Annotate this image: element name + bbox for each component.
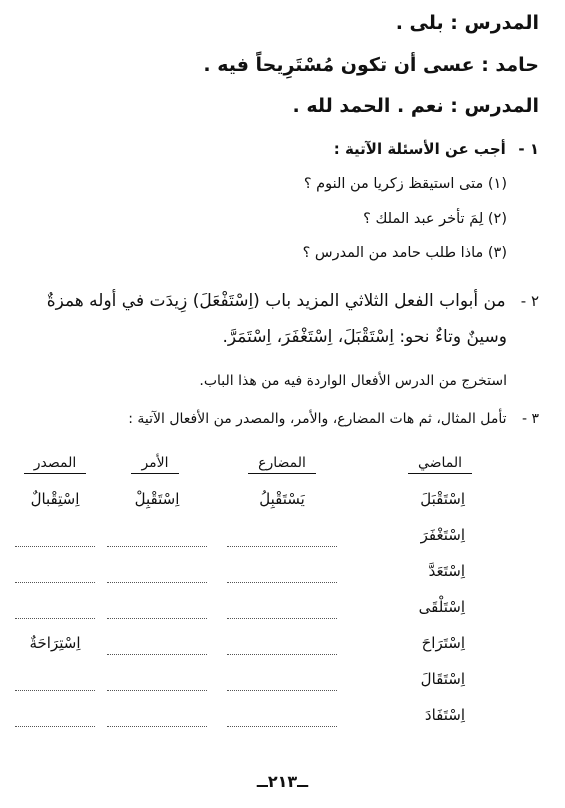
verb-cell-mudari: يَسْتَقْبِلُ [259,490,305,508]
question-number: ١ - [518,140,539,158]
question-title: تأمل المثال، ثم هات المضارع، والأمر، والمصدر من الأفعال الآتية : [128,411,507,427]
sub-question-1: (١) متى استيقظ زكريا من النوم ؟ [303,176,507,192]
blank-answer-mudari[interactable] [227,562,337,583]
verb-cell-amr: اِسْتَقْبِلْ [134,490,180,508]
question-2-instruction: استخرج من الدرس الأفعال الواردة فيه من هذا الباب. [199,373,507,389]
page-number: ــ٢١٣ــ [256,772,309,791]
blank-answer-amr[interactable] [107,598,207,619]
dialog-speaker: حامد : [481,54,539,76]
dialog-speaker: المدرس : [450,12,539,34]
blank-answer-mudari[interactable] [227,526,337,547]
blank-answer-mudari[interactable] [227,598,337,619]
question-number: ٣ - [521,411,539,427]
header-masdar: المصدر [15,455,95,471]
blank-answer-amr[interactable] [107,526,207,547]
dialog-text: بلى . [395,12,444,34]
sub-question-3: (٣) ماذا طلب حامد من المدرس ؟ [302,245,507,261]
question-3-heading [20,410,539,428]
dialog-line-3 [20,95,539,118]
blank-answer-mudari[interactable] [227,706,337,727]
verb-cell-masdar: اِسْتِقْبالٌ [30,490,80,508]
blank-answer-mudari[interactable] [227,670,337,691]
blank-answer-masdar[interactable] [15,670,95,691]
blank-answer-masdar[interactable] [15,598,95,619]
header-amr: الأمر [105,455,205,471]
dialog-speaker: المدرس : [450,95,539,117]
question-2-heading [20,287,539,317]
dialog-line-2 [20,54,539,77]
verb-cell-madi: اِسْتَعَدَّ [428,562,465,580]
dialog-text: عسى أن تكون مُسْتَرِيحاً فيه . [203,54,475,76]
blank-answer-masdar[interactable] [15,562,95,583]
question-number: ٢ - [520,292,539,310]
verb-cell-madi: اِسْتَلْقَى [418,598,465,616]
question-text-line-1: من أبواب الفعل الثلاثي المزيد باب (اِسْتَفْعَلَ) زِيدَت في أوله همزةٌ [46,291,506,311]
blank-answer-masdar[interactable] [15,526,95,547]
header-mudari: المضارع [227,455,337,471]
dialog-line-1 [20,12,539,35]
verb-cell-madi: اِسْتَقْبَلَ [420,490,465,508]
question-title: أجب عن الأسئلة الآتية : [333,140,506,158]
blank-answer-mudari[interactable] [227,634,337,655]
verb-cell-madi: اِسْتَغْفَرَ [420,526,465,544]
verb-cell-madi: اِسْتَرَاحَ [421,634,465,652]
question-text-line-2: وسينٌ وتاءٌ نحو: اِسْتَقْبَلَ، اِسْتَغْفَرَ، اِسْتَمَرَّ. [222,327,507,347]
blank-answer-masdar[interactable] [15,706,95,727]
question-1-heading [20,140,539,160]
blank-answer-amr[interactable] [107,634,207,655]
dialog-text: نعم . الحمد لله . [292,95,444,117]
blank-answer-amr[interactable] [107,562,207,583]
verb-cell-madi: اِسْتَقَالَ [420,670,465,688]
blank-answer-amr[interactable] [107,670,207,691]
header-madi: الماضي [385,455,495,471]
sub-question-2: (٢) لِمَ تأخر عبد الملك ؟ [363,211,507,227]
blank-answer-amr[interactable] [107,706,207,727]
verb-cell-madi: اِسْتَفَادَ [424,706,465,724]
verb-cell-masdar: اِسْتِرَاحَةٌ [29,634,81,652]
